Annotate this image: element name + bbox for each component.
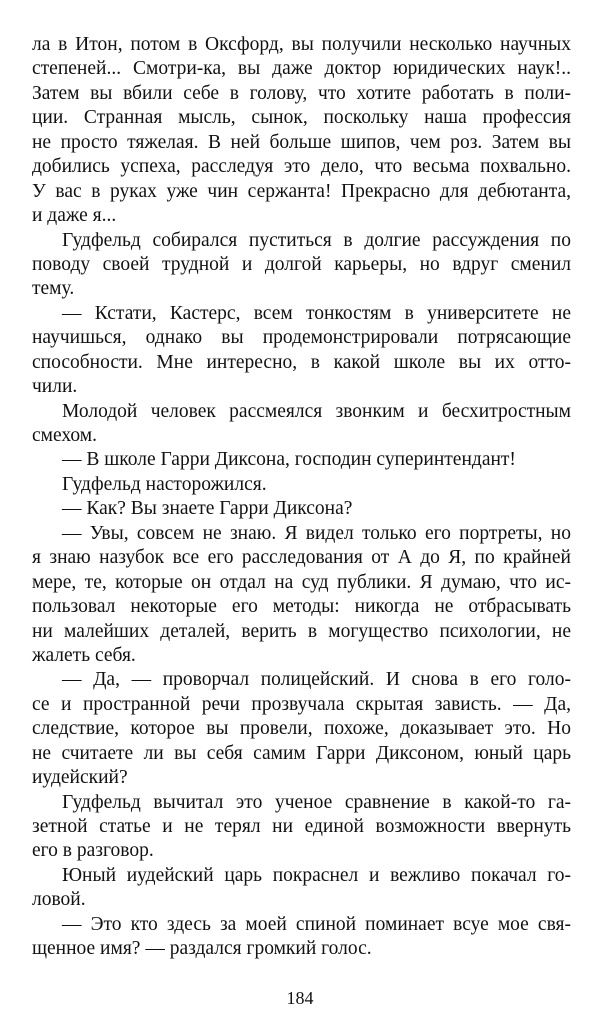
text-line: Гудфельд вычитал это ученое сравнение в какой-то га- xyxy=(62,791,571,813)
text-line: — Да, — проворчал полицейский. И снова в его голо- xyxy=(62,669,571,691)
text-line: Юный иудейский царь покраснел и вежливо покачал го- xyxy=(62,864,571,886)
paragraph xyxy=(32,791,571,864)
text-line: — В школе Гарри Диксона, господин суперинтендант! xyxy=(62,449,516,471)
text-line: способности. Мне интересно, в какой школе вы их отто- xyxy=(32,351,571,373)
text-line: тему. xyxy=(32,278,75,300)
text-line: щенное имя? — раздался громкий голос. xyxy=(32,938,372,960)
text-line: я знаю назубок все его расследования от А до Я, по крайней xyxy=(32,547,571,569)
paragraph xyxy=(32,33,571,229)
paragraph xyxy=(32,522,571,669)
paragraph xyxy=(32,864,571,913)
text-line: — Как? Вы знаете Гарри Диксона? xyxy=(62,498,353,520)
text-line: иудейский? xyxy=(32,767,128,789)
text-line: смехом. xyxy=(32,425,97,446)
book-page-text xyxy=(32,33,571,962)
paragraph xyxy=(32,400,571,449)
text-line: Молодой человек рассмеялся звонким и бесхитростным xyxy=(62,400,571,422)
text-line: не считаете ли вы себя самим Гарри Диксоном, юный царь xyxy=(32,742,571,764)
text-line: ла в Итон, потом в Оксфорд, вы получили несколько научных xyxy=(32,34,571,55)
text-line: мере, те, которые он отдал на суд публики. Я думаю, что ис- xyxy=(32,571,571,593)
text-line: се и пространной речи прозвучала скрытая зависть. — Да, xyxy=(32,693,571,715)
text-line: чили. xyxy=(32,376,78,398)
paragraph xyxy=(32,229,571,302)
text-line: степеней... Смотри-ка, вы даже доктор юридических наук!.. xyxy=(32,58,571,80)
text-line: Затем вы вбили себе в голову, что хотите работать в поли- xyxy=(32,82,571,104)
paragraph xyxy=(32,473,571,497)
text-line: и даже я... xyxy=(32,205,117,227)
text-line: ни малейших деталей, верить в могущество психологии, не xyxy=(32,620,571,642)
text-line: — Увы, совсем не знаю. Я видел только его портреты, но xyxy=(62,522,571,544)
text-line: — Кстати, Кастерс, всем тонкостям в университете не xyxy=(62,302,571,324)
page-number: 184 xyxy=(286,988,314,1008)
paragraph xyxy=(32,913,571,962)
text-line: пользовал некоторые его методы: никогда не отбрасывать xyxy=(32,596,571,618)
text-line: ловой. xyxy=(32,889,86,911)
text-line: — Это кто здесь за моей спиной поминает всуе мое свя- xyxy=(62,913,571,935)
text-line: следствие, которое вы провели, похоже, доказывает это. Но xyxy=(32,718,571,740)
text-line: добились успеха, расследуя это дело, что весьма похвально. xyxy=(32,156,571,178)
paragraph xyxy=(32,497,571,521)
text-line: поводу своей трудной и долгой карьеры, но вдруг сменил xyxy=(32,253,571,275)
paragraph xyxy=(32,668,571,790)
paragraph xyxy=(32,302,571,400)
paragraph xyxy=(32,448,571,472)
text-line: его в разговор. xyxy=(32,840,154,862)
text-line: не просто тяжелая. В ней больше шипов, чем роз. Затем вы xyxy=(32,131,571,153)
text-line: научишься, однако вы продемонстрировали потрясающие xyxy=(32,327,571,349)
text-line: зетной статье и не терял ни единой возможности ввернуть xyxy=(32,816,571,837)
text-line: Гудфельд собирался пуститься в долгие рассуждения по xyxy=(62,229,571,251)
text-line: У вас в руках уже чин сержанта! Прекрасно для дебютанта, xyxy=(32,180,571,202)
text-line: Гудфельд насторожился. xyxy=(62,473,267,495)
text-line: ции. Странная мысль, сынок, поскольку наша профессия xyxy=(32,107,571,129)
text-line: жалеть себя. xyxy=(32,644,136,666)
